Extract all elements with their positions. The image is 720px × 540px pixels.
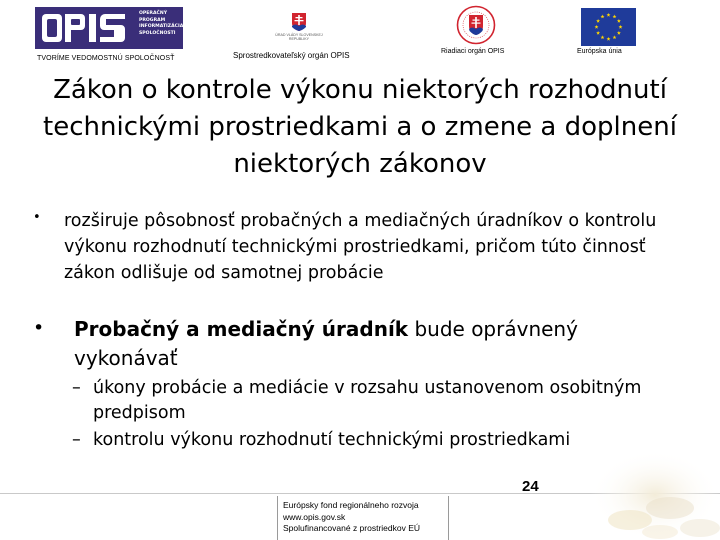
opis-slogan-line: INFORMATIZÁCIA [139, 24, 184, 30]
slovak-seal-icon [456, 5, 496, 45]
coins-image [590, 450, 720, 540]
opis-slogan-line: OPERAČNÝ [139, 11, 168, 16]
gov-office-name: ÚRAD VLÁDY SLOVENSKEJ REPUBLIKY [275, 33, 323, 42]
opis-logo [35, 7, 183, 49]
opis-slogan-line: PROGRAM [139, 17, 166, 23]
opis-letters-logo [41, 12, 131, 44]
bullet-text: rozširuje pôsobnosť probačných a mediačných úradníkov o kontrolu výkonu rozhodnutí technickými prostriedkami, pričom túto činnosť zákon odlišuje od samotnej probácie [64, 211, 657, 283]
sub-bullet-item [72, 428, 672, 454]
footer-link[interactable]: www.opis.gov.sk [283, 511, 346, 522]
dash-bullet-icon: – [72, 378, 81, 398]
opis-slogan-line: SPOLOČNOSTI [139, 30, 176, 36]
bullet-rest: bude oprávnený vykonávať [74, 317, 578, 370]
eu-caption: Európska únia [577, 48, 622, 55]
sub-bullet-text: kontrolu výkonu rozhodnutí technickými prostriedkami [93, 430, 571, 450]
footer-line: Európsky fond regionálneho rozvoja [283, 500, 419, 510]
bullet-dot-icon: • [33, 210, 41, 225]
sub-bullet-item [72, 376, 672, 428]
sub-bullet-text: úkony probácie a mediácie v rozsahu ustanovenom osobitným predpisom [93, 378, 642, 423]
opis-tagline: TVORÍME VEDOMOSTNÚ SPOLOČNOSŤ [37, 55, 175, 62]
footer-line: Spolufinancované z prostriedkov EÚ [283, 523, 421, 533]
footer-text [283, 500, 420, 535]
bullet-text [74, 315, 674, 373]
eu-flag-icon [581, 8, 636, 46]
opis-slogan [139, 11, 183, 37]
dash-bullet-icon: – [72, 430, 81, 450]
seal-caption: Riadiaci orgán OPIS [441, 48, 505, 55]
page-number: 24 [522, 478, 539, 495]
bullet-dot-icon: • [33, 317, 45, 339]
slide-title: Zákon o kontrole výkonu niektorých rozhodnutí technickými prostriedkami a o zmene a doplnení niektorých zákonov [43, 75, 677, 179]
bullet-emphasis: Probačný a mediačný úradník [74, 317, 409, 341]
slovak-coat-of-arms-icon [291, 12, 307, 32]
gov-caption: Sprostredkovateľský orgán OPIS [233, 51, 350, 60]
